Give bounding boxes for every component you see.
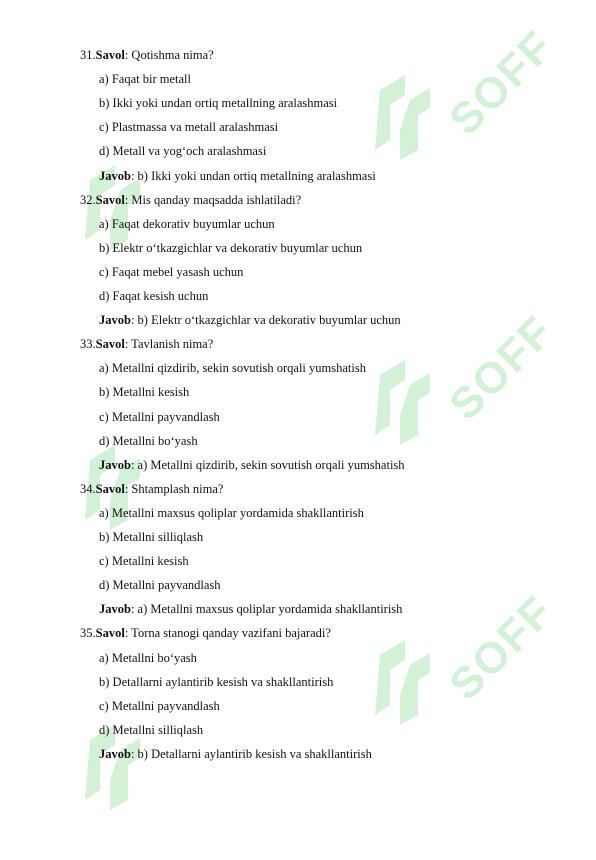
watermark-text: SOFF (440, 306, 564, 430)
answer-line (99, 601, 402, 617)
answer-option: d) Metallni silliqlash (99, 722, 204, 737)
question-text: : Mis qanday maqsadda ishlatiladi? (124, 192, 302, 207)
question-number: 31. (80, 48, 96, 62)
answer-option: d) Metallni payvandlash (99, 578, 221, 593)
question-number: 33. (80, 337, 96, 352)
question-label: Savol (95, 481, 125, 496)
answer-option: d) Metallni bo‘yash (99, 433, 198, 448)
answer-label: Javob (99, 457, 131, 472)
question-label: Savol (95, 192, 125, 207)
question-number: 32. (80, 192, 96, 207)
answer-option: b) Ikki yoki undan ortiq metallning aralashmasi (99, 96, 338, 111)
answer-option: a) Faqat dekorativ buyumlar uchun (99, 216, 275, 231)
answer-option: a) Metallni bo‘yash (99, 650, 197, 665)
question-text: : Shtamplash nima? (124, 481, 224, 496)
answer-text: : b) Detallarni aylantirib kesish va shakllantirish (130, 746, 372, 761)
answer-text: : b) Ikki yoki undan ortiq metallning aralashmasi (130, 168, 376, 183)
question-text: : Qotishma nima? (124, 48, 214, 62)
question-text: : Torna stanogi qanday vazifani bajaradi? (124, 626, 331, 641)
answer-line (99, 168, 376, 184)
question-line (80, 481, 223, 497)
answer-option: c) Metallni payvandlash (99, 409, 220, 424)
question-number: 35. (80, 626, 96, 641)
watermark-text: SOFF (440, 21, 564, 145)
answer-option: b) Detallarni aylantirib kesish va shakllantirish (99, 674, 334, 689)
answer-option: b) Metallni kesish (99, 385, 190, 400)
watermark (370, 586, 596, 775)
question-line (80, 336, 213, 352)
answer-line (99, 312, 401, 328)
question-label: Savol (95, 48, 125, 62)
answer-text: : a) Metallni maxsus qoliplar yordamida shakllantirish (130, 602, 403, 617)
soff-logo-icon (370, 70, 440, 160)
question-line (80, 625, 331, 641)
answer-option: c) Plastmassa va metall aralashmasi (99, 120, 279, 135)
answer-option: c) Faqat mebel yasash uchun (99, 264, 244, 279)
question-line (80, 47, 214, 63)
answer-option: b) Elektr o‘tkazgichlar va dekorativ buyumlar uchun (99, 240, 363, 255)
answer-option: b) Metallni silliqlash (99, 530, 204, 544)
answer-option: a) Metallni qizdirib, sekin sovutish orqali yumshatish (99, 361, 366, 376)
answer-option: c) Metallni payvandlash (99, 698, 220, 713)
answer-option: d) Faqat kesish uchun (99, 289, 209, 303)
question-line (80, 192, 301, 208)
answer-line (99, 746, 372, 762)
answer-option: d) Metall va yog‘och aralashmasi (99, 144, 267, 159)
question-label: Savol (95, 337, 125, 352)
answer-text: : a) Metallni qizdirib, sekin sovutish orqali yumshatish (130, 457, 405, 472)
answer-label: Javob (99, 746, 131, 761)
watermark (370, 21, 596, 210)
question-label: Savol (95, 626, 125, 641)
answer-line (99, 457, 405, 473)
question-text: : Tavlanish nima? (124, 337, 214, 352)
soff-logo-icon (370, 355, 440, 445)
answer-option: a) Faqat bir metall (99, 72, 191, 87)
watermark-text: SOFF (440, 586, 564, 710)
soff-logo-icon (370, 635, 440, 725)
answer-text: : b) Elektr o‘tkazgichlar va dekorativ buyumlar uchun (130, 313, 401, 328)
answer-option: a) Metallni maxsus qoliplar yordamida shakllantirish (99, 505, 364, 520)
answer-label: Javob (99, 602, 131, 617)
answer-option: c) Metallni kesish (99, 554, 189, 569)
answer-label: Javob (99, 168, 131, 183)
watermark (80, 690, 170, 860)
answer-label: Javob (99, 313, 131, 328)
question-number: 34. (80, 481, 96, 496)
